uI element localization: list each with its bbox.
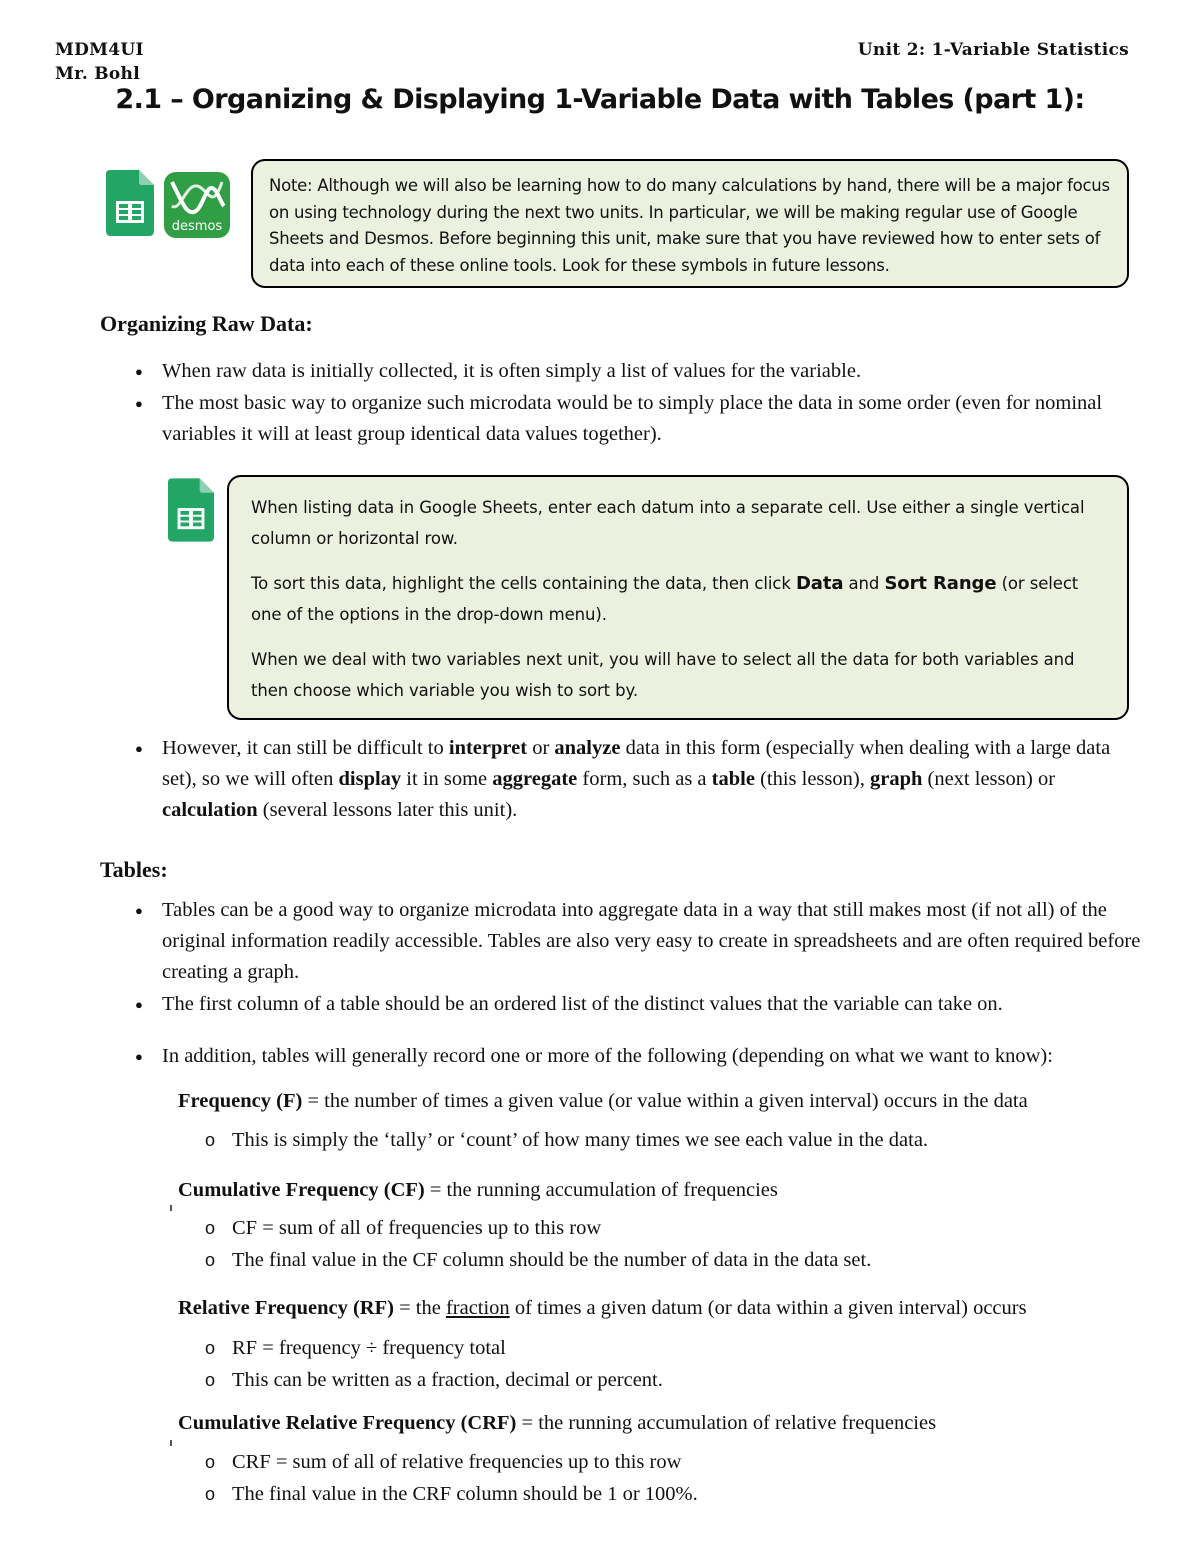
list-item: ● The most basic way to organize such microdata would be to simply place the data in some order (even for nominal variables it will at least group identical data values together). bbox=[135, 388, 1145, 450]
list-item: o The final value in the CRF column should be 1 or 100%. bbox=[205, 1478, 698, 1510]
cf-term: Cumulative Frequency (CF) bbox=[178, 1179, 425, 1201]
organizing-heading: Organizing Raw Data: bbox=[100, 311, 313, 336]
google-sheets-icon bbox=[168, 478, 214, 547]
organizing-list bbox=[135, 356, 1145, 450]
frequency-sublist bbox=[205, 1124, 928, 1156]
tables-heading: Tables: bbox=[100, 857, 168, 882]
list-item: ● When raw data is initially collected, it is often simply a list of values for the variable. bbox=[135, 356, 1145, 387]
page-title: 2.1 – Organizing & Displaying 1-Variable Data with Tables (part 1): bbox=[115, 84, 1085, 115]
cf-sublist bbox=[205, 1212, 871, 1276]
desmos-icon bbox=[164, 172, 230, 243]
sheets-tip-box bbox=[227, 475, 1129, 720]
rf-sublist bbox=[205, 1332, 663, 1396]
desmos-label: desmos bbox=[171, 219, 223, 234]
crf-term: Cumulative Relative Frequency (CRF) bbox=[178, 1412, 517, 1434]
list-item: ● Tables can be a good way to organize microdata into aggregate data in a way that still makes most (if not all) of the original information readily accessible. Tables are also very easy to create in spreadsheets and are often required before creating a graph. bbox=[135, 895, 1145, 988]
frequency-term: Frequency (F) bbox=[178, 1090, 303, 1112]
unit-title: Unit 2: 1-Variable Statistics bbox=[857, 40, 1129, 60]
sheets-tip-p2: To sort this data, highlight the cells containing the data, then click Data and Sort Range (or select one of the options in the drop-down menu). bbox=[251, 573, 1079, 624]
list-item: o CF = sum of all of frequencies up to this row bbox=[205, 1212, 871, 1244]
teacher-name: Mr. Bohl bbox=[55, 64, 140, 84]
course-code: MDM4UI bbox=[55, 40, 144, 60]
sheets-tip-p1: When listing data in Google Sheets, enter each datum into a separate cell. Use either a single vertical column or horizontal row. bbox=[251, 498, 1085, 548]
google-sheets-icon bbox=[106, 170, 154, 241]
margin-mark bbox=[170, 1440, 172, 1446]
list-item: o RF = frequency ÷ frequency total bbox=[205, 1332, 663, 1364]
tables-list bbox=[135, 895, 1145, 1072]
note-box bbox=[251, 159, 1129, 288]
list-item: ● However, it can still be difficult to interpret or analyze data in this form (especially when dealing with a large data set), so we will often display it in some aggregate form, such as a table (this lesson), graph (next lesson) or calculation (several lessons later this unit). bbox=[135, 733, 1145, 826]
data-menu-label: Data bbox=[795, 573, 844, 594]
list-item: o The final value in the CF column should be the number of data in the data set. bbox=[205, 1244, 871, 1276]
crf-sublist bbox=[205, 1446, 698, 1510]
margin-mark bbox=[170, 1205, 172, 1211]
list-item: ● The first column of a table should be an ordered list of the distinct values that the variable can take on. bbox=[135, 989, 1145, 1020]
rf-term: Relative Frequency (RF) bbox=[178, 1297, 394, 1319]
list-item: ● In addition, tables will generally record one or more of the following (depending on what we want to know): bbox=[135, 1041, 1145, 1072]
sort-range-label: Sort Range bbox=[884, 573, 997, 594]
note-text: Note: Although we will also be learning how to do many calculations by hand, there will be a major focus on using technology during the next two units. In particular, we will be making regular use of Google Sheets and Desmos. Before beginning this unit, make sure that you have reviewed how to enter sets of data into each of these online tools. Look for these symbols in future lessons. bbox=[269, 176, 1110, 275]
list-item: o This can be written as a fraction, decimal or percent. bbox=[205, 1364, 663, 1396]
cumulative-frequency-definition: Cumulative Frequency (CF) = the running accumulation of frequencies bbox=[178, 1179, 778, 1201]
cumulative-relative-frequency-definition: Cumulative Relative Frequency (CRF) = the running accumulation of relative frequencies bbox=[178, 1412, 937, 1434]
frequency-definition: Frequency (F) = the number of times a given value (or value within a given interval) occurs in the data bbox=[178, 1090, 1028, 1112]
sheets-tip-p3: When we deal with two variables next unit, you will have to select all the data for both variables and then choose which variable you wish to sort by. bbox=[251, 650, 1075, 700]
relative-frequency-definition: Relative Frequency (RF) = the fraction of times a given datum (or data within a given interval) occurs bbox=[178, 1297, 1027, 1319]
however-list bbox=[135, 733, 1145, 826]
list-item: o This is simply the ‘tally’ or ‘count’ of how many times we see each value in the data. bbox=[205, 1124, 928, 1156]
list-item: o CRF = sum of all of relative frequencies up to this row bbox=[205, 1446, 698, 1478]
